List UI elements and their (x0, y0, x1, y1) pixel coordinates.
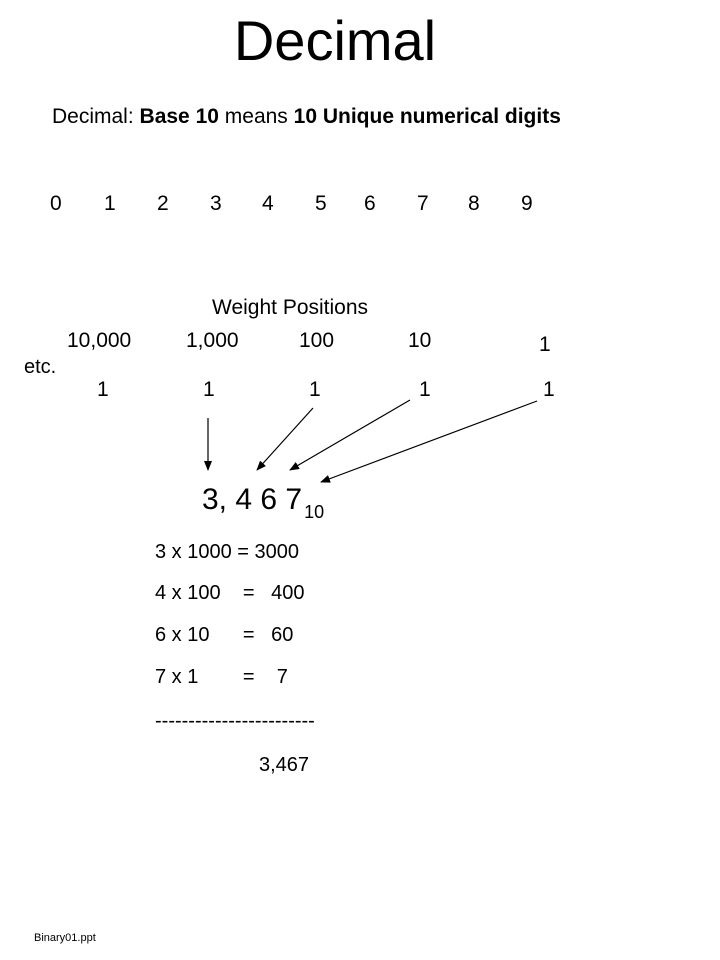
digit-multiplier: 1 (543, 378, 555, 401)
subtitle-base: Base 10 (139, 105, 219, 128)
number-base: 10 (304, 502, 325, 522)
calc-separator: ------------------------ (155, 710, 315, 732)
weight-positions-title: Weight Positions (212, 296, 369, 319)
digit-2: 2 (157, 192, 169, 215)
digit-1: 1 (104, 192, 116, 215)
arrow (321, 401, 537, 482)
decimal-number (202, 482, 324, 530)
subtitle-prefix: Decimal: (52, 105, 140, 128)
number-digits: 3, 4 6 7 (202, 483, 303, 516)
subtitle-unique-digits: 10 Unique numerical digits (293, 105, 561, 128)
calc-line: 6 x 10 = 60 (155, 624, 294, 646)
arrow (257, 408, 313, 470)
weight-1: 1 (539, 333, 551, 356)
page-title: Decimal (233, 9, 437, 72)
digit-multiplier: 1 (97, 378, 109, 401)
digit-8: 8 (468, 192, 480, 215)
digit-7: 7 (417, 192, 429, 215)
digit-9: 9 (521, 192, 533, 215)
subtitle-mid: means (218, 105, 294, 128)
digit-6: 6 (364, 192, 376, 215)
digit-4: 4 (262, 192, 274, 215)
digit-3: 3 (210, 192, 222, 215)
weight-10000: 10,000 (67, 329, 132, 352)
weight-10: 10 (408, 329, 432, 352)
weight-1000: 1,000 (186, 329, 239, 352)
footer-filename: Binary01.ppt (34, 932, 96, 944)
digit-5: 5 (315, 192, 327, 215)
etc-label: etc. (24, 356, 57, 378)
arrow (290, 400, 410, 470)
weight-100: 100 (299, 329, 335, 352)
calc-line: 3 x 1000 = 3000 (155, 541, 300, 563)
calc-total: 3,467 (259, 754, 310, 776)
digit-0: 0 (50, 192, 62, 215)
calc-line: 4 x 100 = 400 (155, 582, 305, 604)
calc-line: 7 x 1 = 7 (155, 666, 288, 688)
digit-multiplier: 1 (309, 378, 321, 401)
digit-multiplier: 1 (203, 378, 215, 401)
digit-multiplier: 1 (419, 378, 431, 401)
